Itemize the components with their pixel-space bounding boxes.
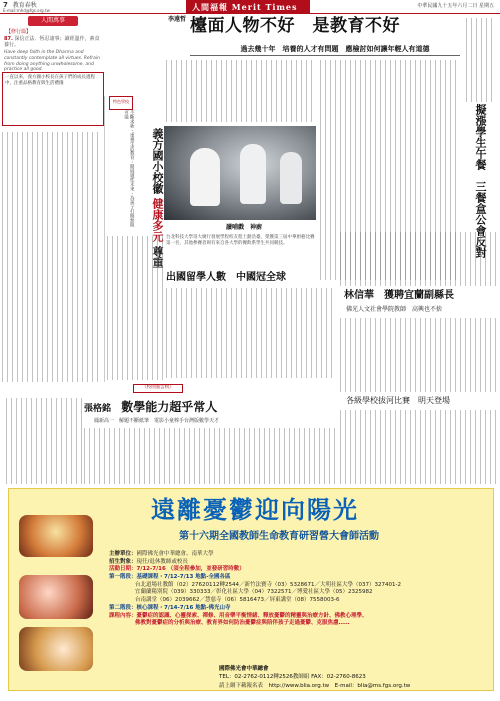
ad-title: 遠離憂鬱迎向陽光 xyxy=(151,495,359,524)
ad-photo xyxy=(19,627,93,671)
page-header xyxy=(0,0,500,14)
article-text-block xyxy=(2,132,102,382)
feature-text-block xyxy=(107,236,163,380)
main-subheadline: 過去幾十年 培養的人才有問題 應檢討如何讓年輕人有道德 xyxy=(240,45,430,53)
student-name: 張格銘 xyxy=(84,404,112,414)
ad-line xyxy=(109,589,489,597)
secondary-text-block xyxy=(166,288,336,378)
header-rule xyxy=(0,13,500,14)
ad-line-text: 宜蘭蘭陽別院（039）330333／彰化社區大學（04）7322571／博愛社區大學（05）2325982 xyxy=(135,589,373,596)
ad-footer-org: 國際佛光會中華總會 xyxy=(219,666,269,672)
feature-banner: 特色學校 xyxy=(109,96,133,110)
chef-figure xyxy=(280,152,302,204)
section-email: E-mail:mhd@fgs.org.tw xyxy=(3,8,50,13)
workshop-advertisement xyxy=(8,488,494,691)
quote-tag: 【修行篇】 xyxy=(6,28,32,35)
right-text-mid xyxy=(340,232,496,286)
ad-line-label: 課程內容： xyxy=(109,612,137,619)
bottom-text-right xyxy=(84,428,336,484)
lin-headline: 林信華 獲聘宜蘭副縣長 xyxy=(344,290,454,301)
box-title: 人間萬事 xyxy=(28,16,78,26)
section-name: 教育春秋 xyxy=(12,2,37,9)
ad-line-text: 現任/退休教師或校長 xyxy=(136,558,188,565)
publication-date: 中華民國九十五年六月二日 星期五 xyxy=(417,3,494,9)
main-text-upper-left xyxy=(166,60,316,122)
masthead-logo: 人間福報 Merit Times xyxy=(186,0,310,13)
ad-line-label: 第二階段： xyxy=(109,604,137,611)
ad-line-text: 台北道場社教館（02）27620112轉2544／新竹法寶寺（03）5328671／大明社區大學（037）327401-2 xyxy=(135,581,401,588)
ad-line-text: 核心課程・7/14-7/16 地點-佛光山寺 xyxy=(136,604,231,611)
ad-line-text: 基礎課程・7/12-7/13 地點-全國各區 xyxy=(136,574,231,581)
main-byline: 李遠哲 xyxy=(167,16,186,23)
chef-figure xyxy=(190,148,220,206)
bottom-headline xyxy=(84,400,314,415)
ad-line xyxy=(109,574,489,582)
ad-line xyxy=(109,551,489,559)
photo-caption: 台北科技大學哥大廣行發展學程校友程士勳浩臺，榮獲第三屆中華廚藝比賽第一名，其他參賽者則有來自各大學的餐飲系學生共同競技。 xyxy=(166,235,315,246)
ad-photo xyxy=(19,515,93,557)
page-number: 7 xyxy=(3,1,8,9)
secondary-headline: 出國留學人數 中國冠全球 xyxy=(166,272,286,283)
chef-figure xyxy=(240,144,266,204)
ad-line-label: 主辦單位： xyxy=(109,551,137,557)
ad-line-text: 國際佛光會中華總會、南華大學 xyxy=(136,551,214,557)
ad-details xyxy=(109,551,489,628)
ad-line xyxy=(109,605,489,613)
ad-line-label: 活動日期： xyxy=(109,566,137,573)
quote-text: 深信正法．恆忍諸事；讀經溫作，素食養行。 xyxy=(4,35,100,48)
feature-headline-tail: 尊重 xyxy=(151,245,164,268)
ad-footer-tel: TEL：02-2762-0112轉2526教師組 FAX：02-2760-8623 xyxy=(219,674,366,681)
photo-caption-title: 讀哺戲 神廚 xyxy=(226,224,263,231)
ad-line-text: 7/12-7/16 （須全程參加，並發研習時數） xyxy=(136,566,245,573)
left-column xyxy=(2,16,104,384)
feature-headline-accent: 健康多元 xyxy=(151,197,164,242)
ad-line-text: 憂鬱症的認識、心靈探索、禪修、用音樂平衡情緒、釋放憂鬱的精靈與治療方針、佛教心理學、 xyxy=(136,612,368,619)
ad-line xyxy=(109,620,489,628)
ad-photo xyxy=(19,575,93,619)
quote-number: 87. xyxy=(4,35,13,42)
main-headline: 檯面人物不好 是教育不好 xyxy=(190,16,400,36)
bottom-subheadline: 鳳新高一 解題不斷紙筆 電影小童棒手台灣版數學天才 xyxy=(94,418,220,424)
tug-of-war-headline: 各級學校拔河比賽 明天登場 xyxy=(346,396,450,405)
ad-footer-contact xyxy=(219,665,489,682)
daily-quote xyxy=(2,36,104,49)
bottom-text-left xyxy=(6,398,82,484)
ad-line-text: 台南講堂（06）2039662／慧慈寺（06）5816473／屏東講堂（08）7558003-6 xyxy=(135,597,340,604)
right-vertical-headline: 擬漲學生午餐 三餐盒公會反對 xyxy=(474,104,487,258)
feature-subtitle: 不斷求新・重視生活教育・開展適性未來・為孩子打開無限可能 xyxy=(123,110,135,227)
campus-tag: 《校園風雲榜》 xyxy=(133,384,183,393)
right-text-top xyxy=(466,18,494,102)
bottom-title-text: 數學能力超乎常人 xyxy=(121,400,218,414)
ad-line-text: 佛教對憂鬱症的分析與治療、教育界如何防治憂鬱症與陪伴孩子走過憂鬱、克服焦慮…… xyxy=(135,620,350,627)
feature-column xyxy=(104,96,166,382)
side-notice-box xyxy=(2,72,104,126)
ad-footer-web[interactable]: 請上網下載報名表 http://www.blia.org.tw E-mail：blia@ms.fgs.org.tw xyxy=(219,682,411,689)
ad-subtitle: 第十六期全國教師生命教育研習營大會師活動 xyxy=(179,531,379,542)
ad-line-label: 第一階段： xyxy=(109,574,137,581)
lin-text-block xyxy=(340,318,496,392)
quote-english: Have deep faith in the Dharma and constantly contemplate all virtues. Refrain from doing anything unwholesome, and practice all good. xyxy=(4,50,100,73)
ad-line xyxy=(109,566,489,574)
side-notice-text: 一直以來，義方國小校長在孩子們的成長過程中，注重品格教育與生活禮儀 xyxy=(5,75,95,86)
lin-subheadline: 佛光人文社會學院教師 高興也不捨 xyxy=(346,306,443,313)
ad-line-label: 招生對象： xyxy=(109,558,137,565)
ad-line xyxy=(109,597,489,605)
tug-of-war-text xyxy=(340,410,496,484)
main-rule xyxy=(190,55,460,56)
chef-photo xyxy=(164,126,316,220)
feature-headline-main: 義方國小校徽 xyxy=(151,128,164,194)
ad-footer xyxy=(219,665,489,690)
